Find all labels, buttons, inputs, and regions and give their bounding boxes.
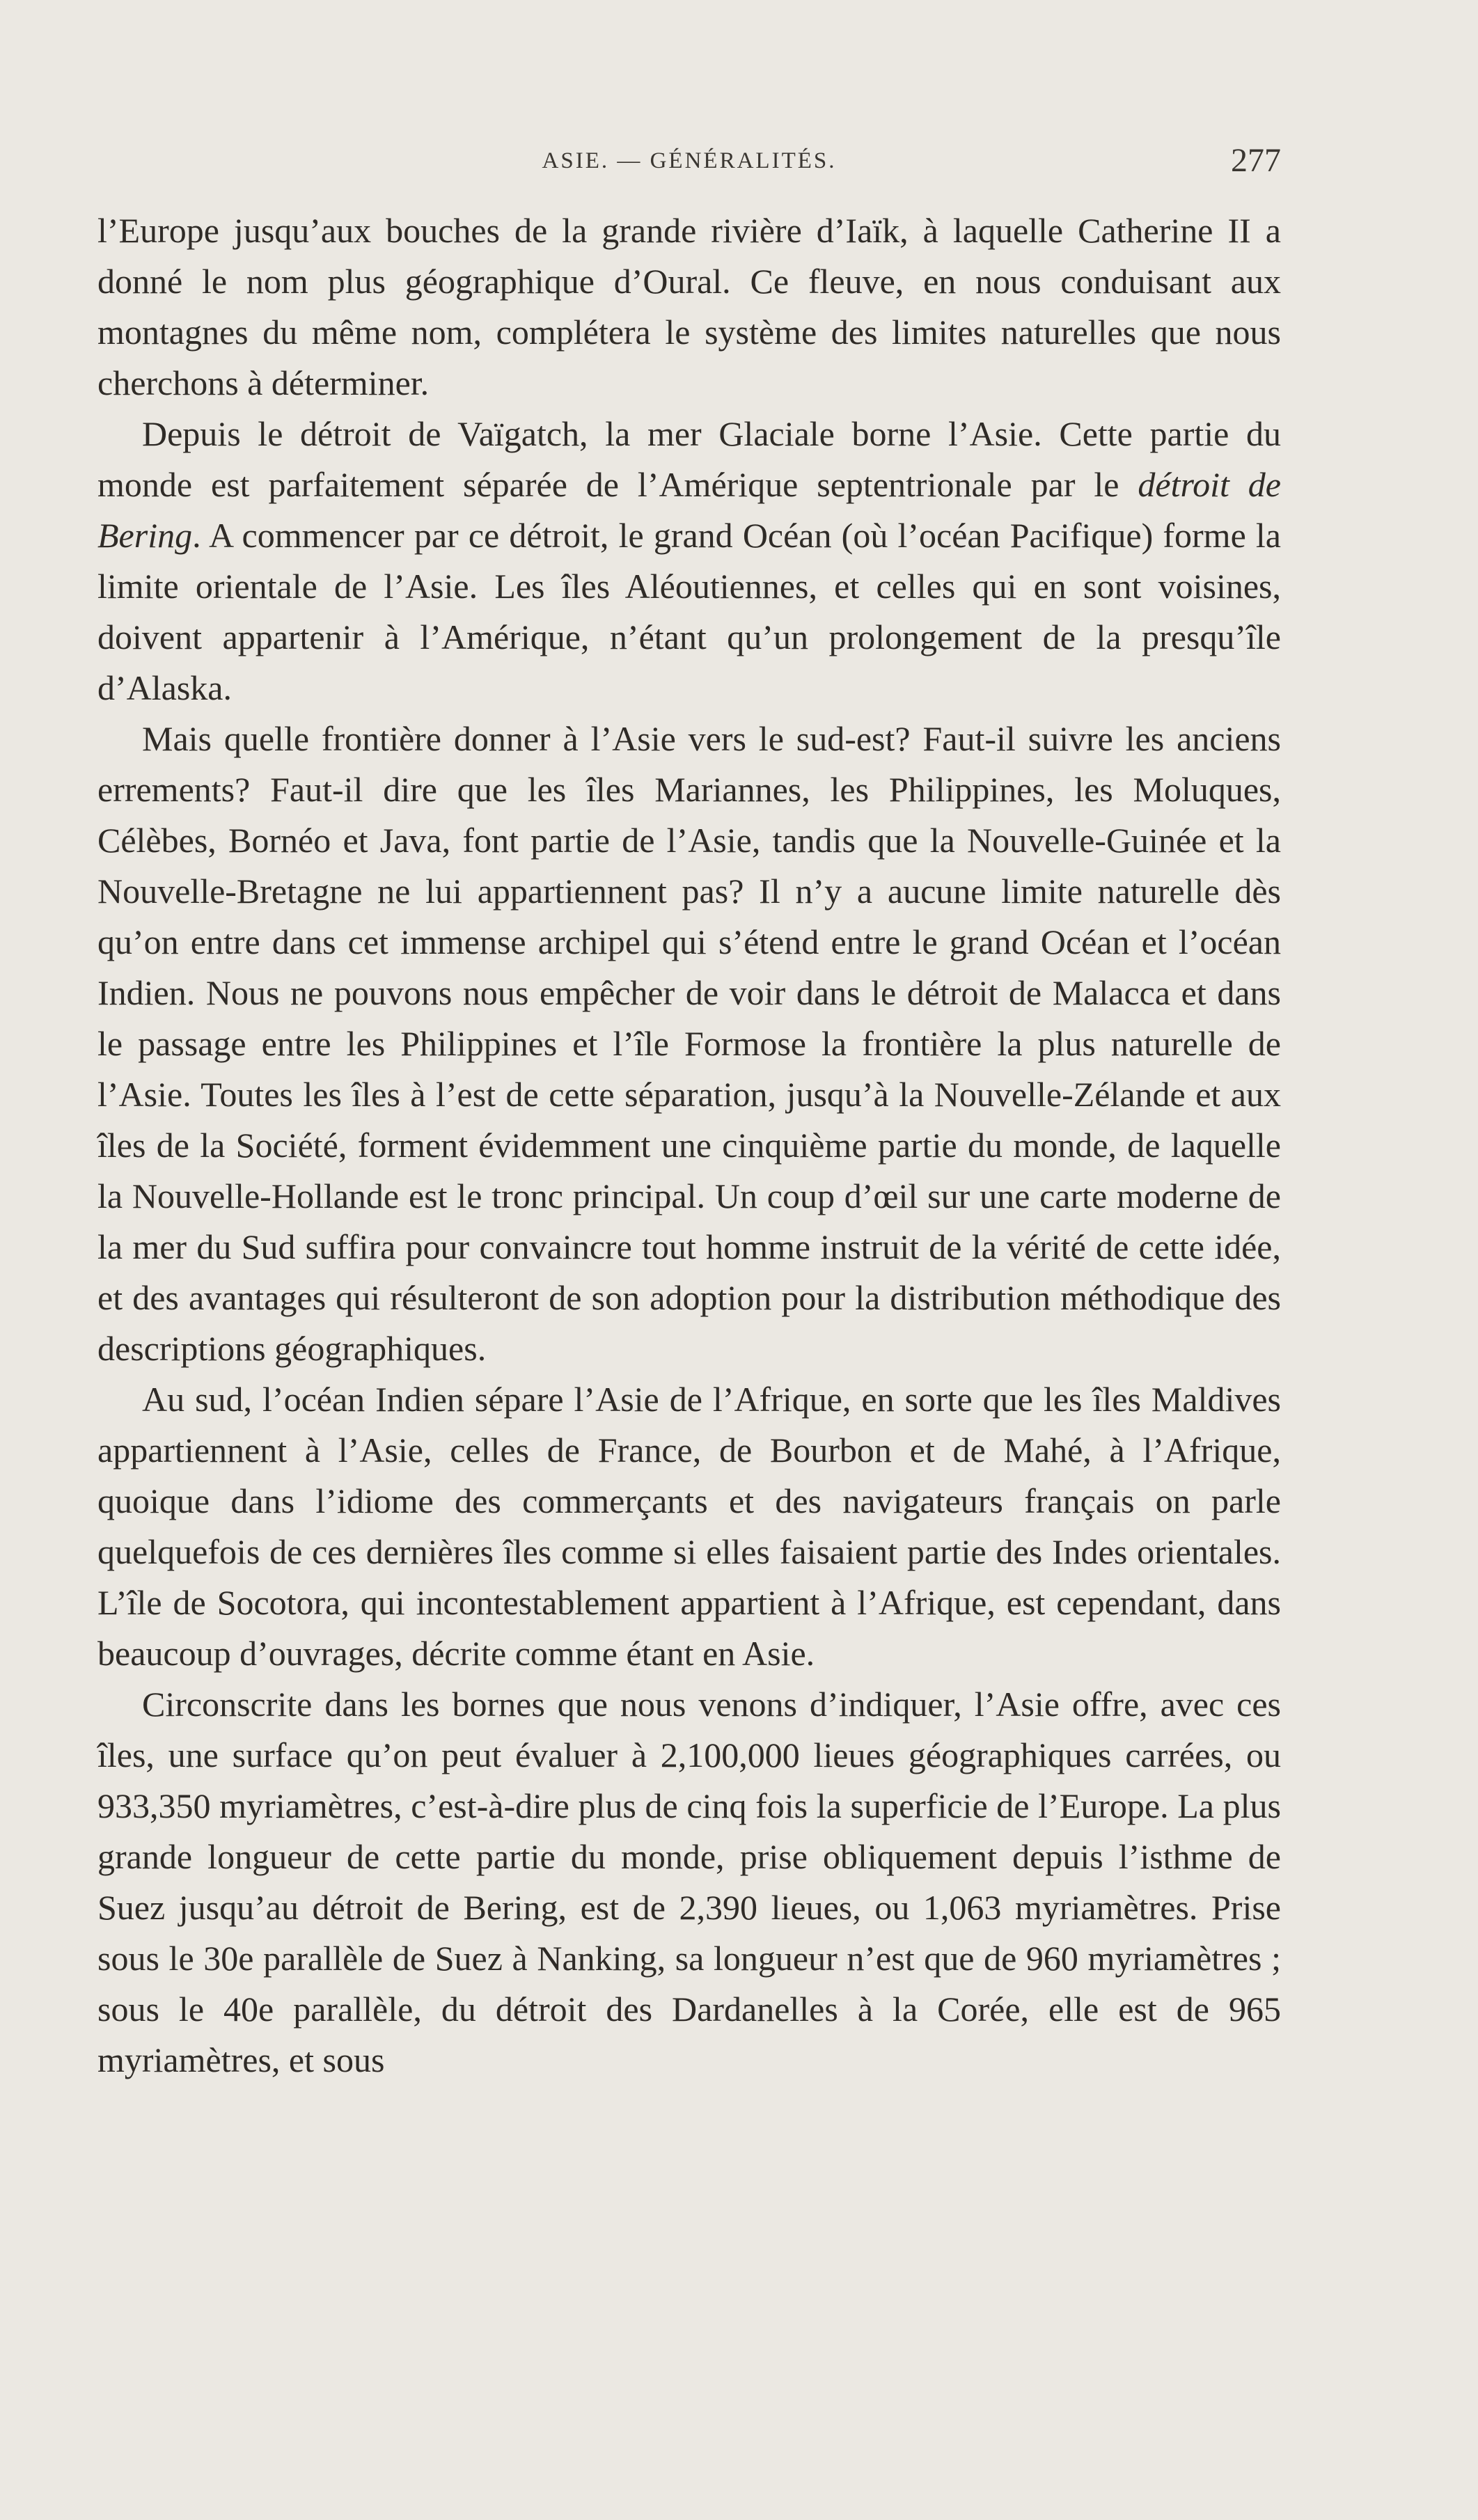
running-title: ASIE. — GÉNÉRALITÉS. <box>542 148 837 173</box>
paragraph: Au sud, l’océan Indien sépare l’Asie de l’Afrique, en sorte que les îles Maldives appartiennent à l’Asie, celles de France, de Bourbon et de Mahé, à l’Afrique, quoique dans l’idiome des commerçants et des navigateurs français on parle quelquefois de ces dernières îles comme si elles faisaient partie des Indes orientales. L’île de Socotora, qui incontestablement appartient à l’Afrique, est cependant, dans beaucoup d’ouvrages, décrite comme étant en Asie. <box>97 1380 1281 1673</box>
paragraph: Mais quelle frontière donner à l’Asie vers le sud-est? Faut-il suivre les anciens errements? Faut-il dire que les îles Mariannes, les Philippines, les Moluques, Célèbes, Bornéo et Java, font partie de l’Asie, tandis que la Nouvelle-Guinée et la Nouvelle-Bretagne ne lui appartiennent pas? Il n’y a aucune limite naturelle dès qu’on entre dans cet immense archipel qui s’étend entre le grand Océan et l’océan Indien. Nous ne pouvons nous empêcher de voir dans le détroit de Malacca et dans le passage entre les Philippines et l’île Formose la frontière la plus naturelle de l’Asie. Toutes les îles à l’est de cette séparation, jusqu’à la Nouvelle-Zélande et aux îles de la Société, forment évidemment une cinquième partie du monde, de laquelle la Nouvelle-Hollande est le tronc principal. Un coup d’œil sur une carte moderne de la mer du Sud suffira pour convaincre tout homme instruit de la vérité de cette idée, et des avantages qui résulteront de son adoption pour la distribution méthodique des descriptions géographiques. <box>97 719 1281 1368</box>
italic-term: détroit de Bering <box>97 465 1281 555</box>
paragraph <box>97 409 1281 714</box>
running-head <box>97 141 1281 183</box>
paragraph-text: . A commencer par ce détroit, le grand Océan (où l’océan Pacifique) forme la limite orientale de l’Asie. Les îles Aléoutiennes, et celles qui en sont voisines, doivent appartenir à l’Amérique, n’étant qu’un prolongement de la presqu’île d’Alaska. <box>97 516 1281 707</box>
page-number: 277 <box>1231 142 1281 179</box>
paragraph: l’Europe jusqu’aux bouches de la grande rivière d’Iaïk, à laquelle Catherine II a donné le nom plus géographique d’Oural. Ce fleuve, en nous conduisant aux montagnes du même nom, complétera le système des limites naturelles que nous cherchons à déterminer. <box>97 211 1281 402</box>
paragraph-text: Depuis le détroit de Vaïgatch, la mer Glaciale borne l’Asie. Cette partie du monde est parfaitement séparée de l’Amérique septentrionale par le <box>97 414 1281 504</box>
paragraph: Circonscrite dans les bornes que nous venons d’indiquer, l’Asie offre, avec ces îles, une surface qu’on peut évaluer à 2,100,000 lieues géographiques carrées, ou 933,350 myriamètres, c’est-à-dire plus de cinq fois la superficie de l’Europe. La plus grande longueur de cette partie du monde, prise obliquement depuis l’isthme de Suez jusqu’au détroit de Bering, est de 2,390 lieues, ou 1,063 myriamètres. Prise sous le 30e parallèle de Suez à Nanking, sa longueur n’est que de 960 myriamètres ; sous le 40e parallèle, du détroit des Dardanelles à la Corée, elle est de 965 myriamètres, et sous <box>97 1685 1281 2079</box>
body-text <box>97 205 1281 2086</box>
